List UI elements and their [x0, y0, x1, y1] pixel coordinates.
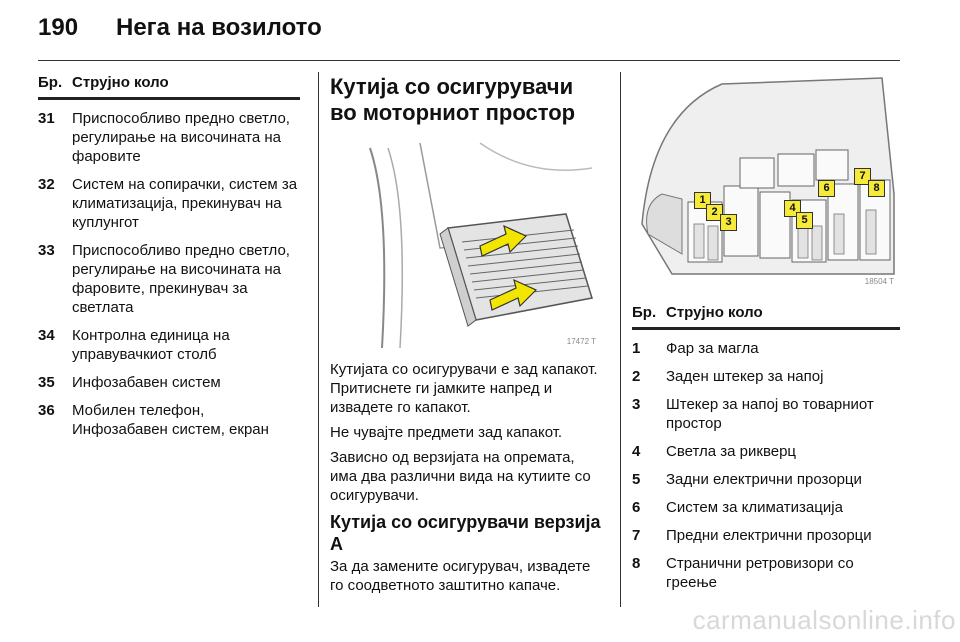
- right-column: [632, 74, 900, 592]
- fuse-label: 2: [706, 204, 723, 221]
- paragraph: Зависно од верзијата на опремата, има два различни вида на кутиите со осигурувачи.: [330, 449, 591, 504]
- middle-column: [330, 74, 602, 601]
- fusebox-cover-drawing: [330, 138, 602, 350]
- circuit-name: Систем на сопирачки, систем за климатизација, прекинувач на куплунгот: [72, 176, 298, 231]
- subsection-title: Кутија со осигурувачи верзија А: [330, 512, 601, 554]
- circuit-name: Приспособливо предно светло, регулирање на височината на фаровите: [72, 110, 290, 165]
- col-header-number: Бр.: [38, 74, 63, 91]
- fuse-number: 34: [38, 327, 55, 344]
- fuse-number: 1: [632, 340, 641, 357]
- circuit-name: Предни електрични прозорци: [666, 527, 872, 544]
- fuse-label: 8: [868, 180, 885, 197]
- circuit-name: Фар за магла: [666, 340, 759, 357]
- table-row: [632, 339, 900, 358]
- fuse-number: 3: [632, 396, 641, 413]
- fuse-number: 4: [632, 443, 641, 460]
- table-row: [38, 175, 300, 232]
- fuse-table-header: [38, 74, 300, 100]
- fuse-number: 5: [632, 471, 641, 488]
- fuse-label: 1: [694, 192, 711, 209]
- fuse-number: 6: [632, 499, 641, 516]
- circuit-name: Приспособливо предно светло, регулирање на височината на фаровите, прекинувач за светлата: [72, 242, 290, 316]
- table-row: [632, 442, 900, 461]
- fuse-table-left: [38, 109, 300, 439]
- table-row: [38, 373, 300, 392]
- table-row: [38, 109, 300, 166]
- table-row: [632, 367, 900, 386]
- fuse-number: 2: [632, 368, 641, 385]
- col-header-number: Бр.: [632, 304, 657, 321]
- paragraph: Не чувајте предмети зад капакот.: [330, 424, 563, 441]
- fuse-label: 7: [854, 168, 871, 185]
- table-row: [38, 241, 300, 317]
- fuse-number: 31: [38, 110, 55, 127]
- figure-code: 18504 T: [864, 277, 894, 286]
- table-row: [632, 526, 900, 545]
- fuse-label: 3: [720, 214, 737, 231]
- watermark: carmanualsonline.info: [692, 605, 956, 635]
- circuit-name: Систем за климатизација: [666, 499, 843, 516]
- table-row: [38, 401, 300, 439]
- circuit-name: Штекер за напој во товарниот простор: [666, 396, 874, 432]
- page-title: Нега на возилото: [116, 14, 322, 41]
- fuse-number: 35: [38, 374, 55, 391]
- page-header: [38, 14, 322, 54]
- fuse-table-header: [632, 304, 900, 330]
- table-row: [632, 395, 900, 433]
- fuse-number: 7: [632, 527, 641, 544]
- fuse-number: 36: [38, 402, 55, 419]
- fuse-number: 32: [38, 176, 55, 193]
- fuse-number: 8: [632, 555, 641, 572]
- fusebox-cover-illustration: [330, 138, 602, 350]
- circuit-name: Мобилен телефон, Инфозабавен систем, екран: [72, 402, 269, 438]
- paragraph: Кутијата со осигурувачи е зад капакот. Притиснете ги јамките напред и извадете го капакот.: [330, 361, 598, 416]
- figure-code: 17472 T: [566, 337, 596, 346]
- circuit-name: Светла за рикверц: [666, 443, 797, 460]
- left-column: [38, 74, 300, 439]
- fuse-table-right: [632, 339, 900, 592]
- circuit-name: Инфозабавен систем: [72, 374, 221, 391]
- table-row: [632, 554, 900, 592]
- table-row: [632, 498, 900, 517]
- table-row: [38, 326, 300, 364]
- fuse-label: 4: [784, 200, 801, 217]
- fuse-label: 5: [796, 212, 813, 229]
- fuse-label: 6: [818, 180, 835, 197]
- col-header-circuit: Струјно коло: [72, 74, 169, 91]
- fusebox-layout-illustration: [632, 74, 900, 290]
- column-divider-right: [620, 72, 621, 607]
- fuse-number: 33: [38, 242, 55, 259]
- section-title: Кутија со осигурувачи во моторниот простор: [330, 74, 576, 125]
- column-divider-left: [318, 72, 319, 607]
- circuit-name: Заден штекер за напој: [666, 368, 824, 385]
- table-row: [632, 470, 900, 489]
- paragraph: За да замените осигурувач, извадете го соодветното заштитно капаче.: [330, 558, 591, 594]
- col-header-circuit: Струјно коло: [666, 304, 763, 321]
- circuit-name: Контролна единица на управувачкиот столб: [72, 327, 230, 363]
- instructions: [330, 360, 602, 505]
- circuit-name: Странични ретровизори со греење: [666, 555, 854, 591]
- header-divider: [38, 60, 900, 61]
- circuit-name: Задни електрични прозорци: [666, 471, 862, 488]
- page-number: 190: [38, 14, 79, 41]
